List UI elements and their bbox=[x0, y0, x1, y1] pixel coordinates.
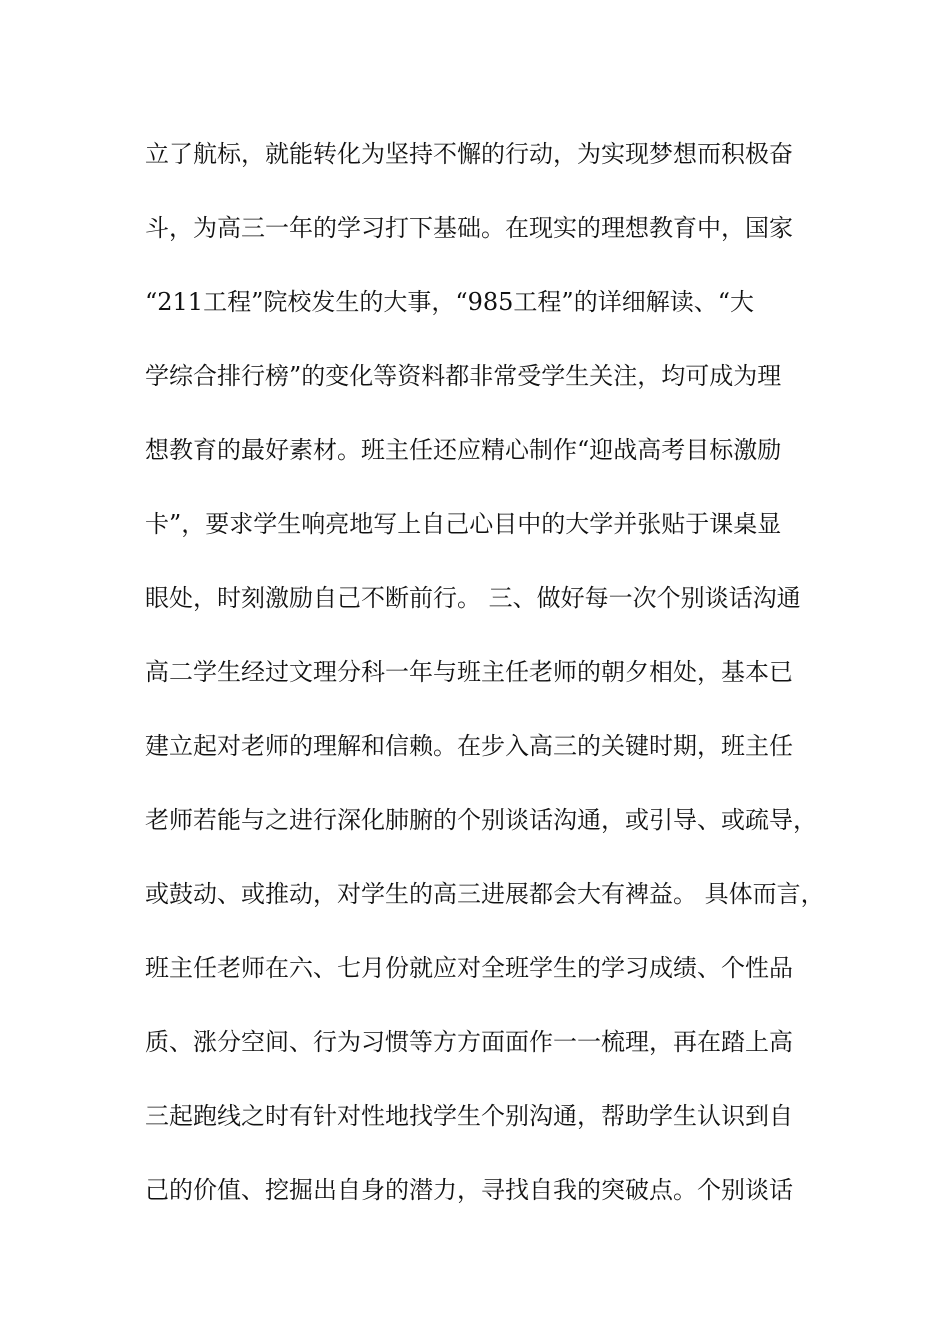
text-line: “211工程”院校发生的大事，“985工程”的详细解读、“大 bbox=[145, 288, 754, 316]
text-line: 学综合排行榜”的变化等资料都非常受学生关注，均可成为理 bbox=[145, 362, 782, 390]
text-line: 班主任老师在六、七月份就应对全班学生的学习成绩、个性品 bbox=[145, 954, 793, 982]
text-line: 质、涨分空间、行为习惯等方方面面作一一梳理，再在踏上高 bbox=[145, 1028, 793, 1056]
text-line: 高二学生经过文理分科一年与班主任老师的朝夕相处，基本已 bbox=[145, 658, 793, 686]
text-line: 己的价值、挖掘出自身的潜力，寻找自我的突破点。个别谈话 bbox=[145, 1176, 793, 1204]
text-line: 老师若能与之进行深化肺腑的个别谈话沟通，或引导、或疏导， bbox=[145, 806, 817, 834]
text-line: 想教育的最好素材。班主任还应精心制作“迎战高考目标激励 bbox=[145, 436, 782, 464]
text-line: 斗，为高三一年的学习打下基础。在现实的理想教育中，国家 bbox=[145, 214, 793, 242]
text-line: 眼处，时刻激励自己不断前行。 三、做好每一次个别谈话沟通 bbox=[145, 584, 801, 612]
text-line: 立了航标，就能转化为坚持不懈的行动，为实现梦想而积极奋 bbox=[145, 140, 793, 168]
text-line: 建立起对老师的理解和信赖。在步入高三的关键时期，班主任 bbox=[145, 732, 793, 760]
text-line: 三起跑线之时有针对性地找学生个别沟通，帮助学生认识到自 bbox=[145, 1102, 793, 1130]
text-line: 或鼓动、或推动，对学生的高三进展都会大有裨益。 具体而言， bbox=[145, 880, 825, 908]
text-line: 卡”，要求学生响亮地写上自己心目中的大学并张贴于课桌显 bbox=[145, 510, 782, 538]
